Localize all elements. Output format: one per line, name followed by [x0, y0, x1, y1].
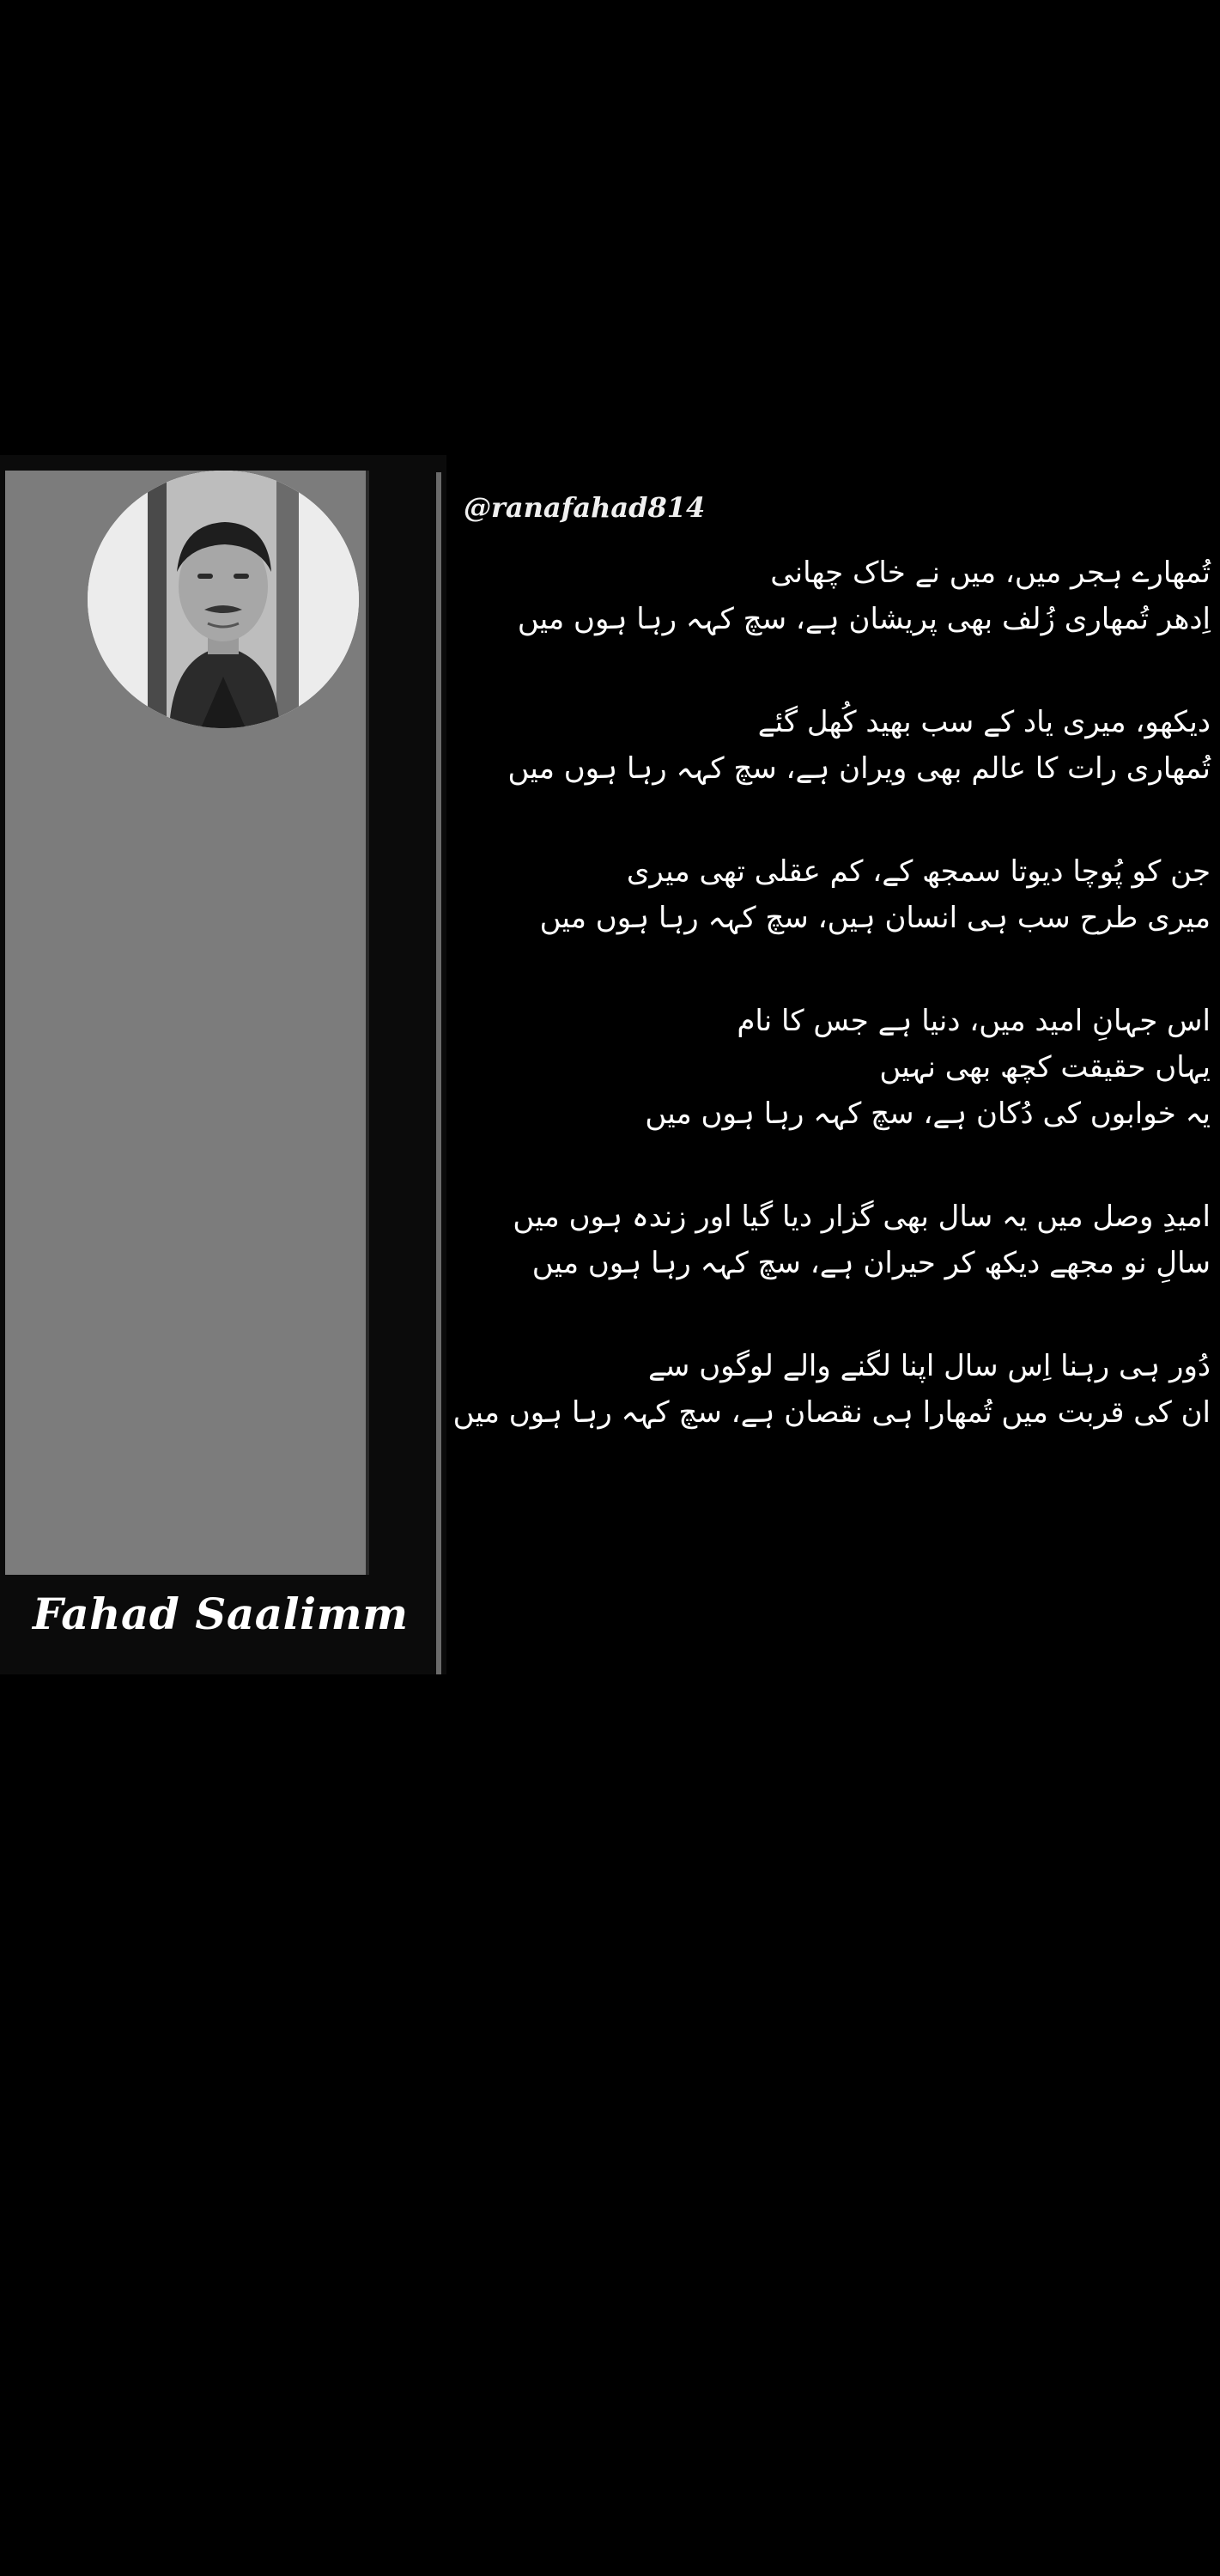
poem-line: جن کو پُوچا دیوتا سمجھ کے، کم عقلی تھی میری	[626, 854, 1211, 889]
poem-stanza	[442, 699, 1211, 792]
poem-stanza	[442, 848, 1211, 941]
poem-stanza	[442, 998, 1211, 1137]
poem-line: دُور ہی رہنا اِس سال اپنا لگنے والے لوگوں سے	[647, 1349, 1211, 1383]
poem-line: تُمھاری رات کا عالم بھی ویران ہے، سچ کہہ رہا ہوں میں	[507, 751, 1211, 786]
poem-stanza	[442, 550, 1211, 642]
signature-name: Fahad Saalimm	[33, 1589, 409, 1639]
poem-body	[442, 550, 1211, 1436]
profile-avatar[interactable]	[88, 471, 359, 728]
poem-line: امیدِ وصل میں یہ سال بھی گزار دیا گیا اور زندہ ہوں میں	[513, 1200, 1211, 1234]
poem-stanza	[442, 1343, 1211, 1436]
poem-line: یہ خوابوں کی دُکان ہے، سچ کہہ رہا ہوں میں	[645, 1097, 1211, 1131]
poem-line: یہاں حقیقت کچھ بھی نہیں	[879, 1050, 1211, 1084]
poem-line: سالِ نو مجھے دیکھ کر حیران ہے، سچ کہہ رہا ہوں میں	[531, 1246, 1211, 1280]
poem-stanza	[442, 1194, 1211, 1286]
poem-line: میری طرح سب ہی انسان ہیں، سچ کہہ رہا ہوں میں	[539, 901, 1211, 935]
poem-line: اس جہانِ امید میں، دنیا ہے جس کا نام	[737, 1004, 1211, 1038]
poem-line: دیکھو، میری یاد کے سب بھید کُھل گئے	[757, 705, 1211, 739]
portrait-photo	[88, 471, 359, 728]
poem-line: اِدھر تُمھاری زُلف بھی پریشان ہے، سچ کہہ رہا ہوں میں	[517, 602, 1211, 636]
poem-line: تُمھارے ہجر میں، میں نے خاک چھانی	[770, 556, 1211, 590]
author-handle[interactable]: @ranafahad814	[464, 491, 706, 524]
poem-line: ان کی قربت میں تُمھارا ہی نقصان ہے، سچ کہہ رہا ہوں میں	[452, 1395, 1211, 1430]
vertical-divider	[436, 472, 441, 1674]
